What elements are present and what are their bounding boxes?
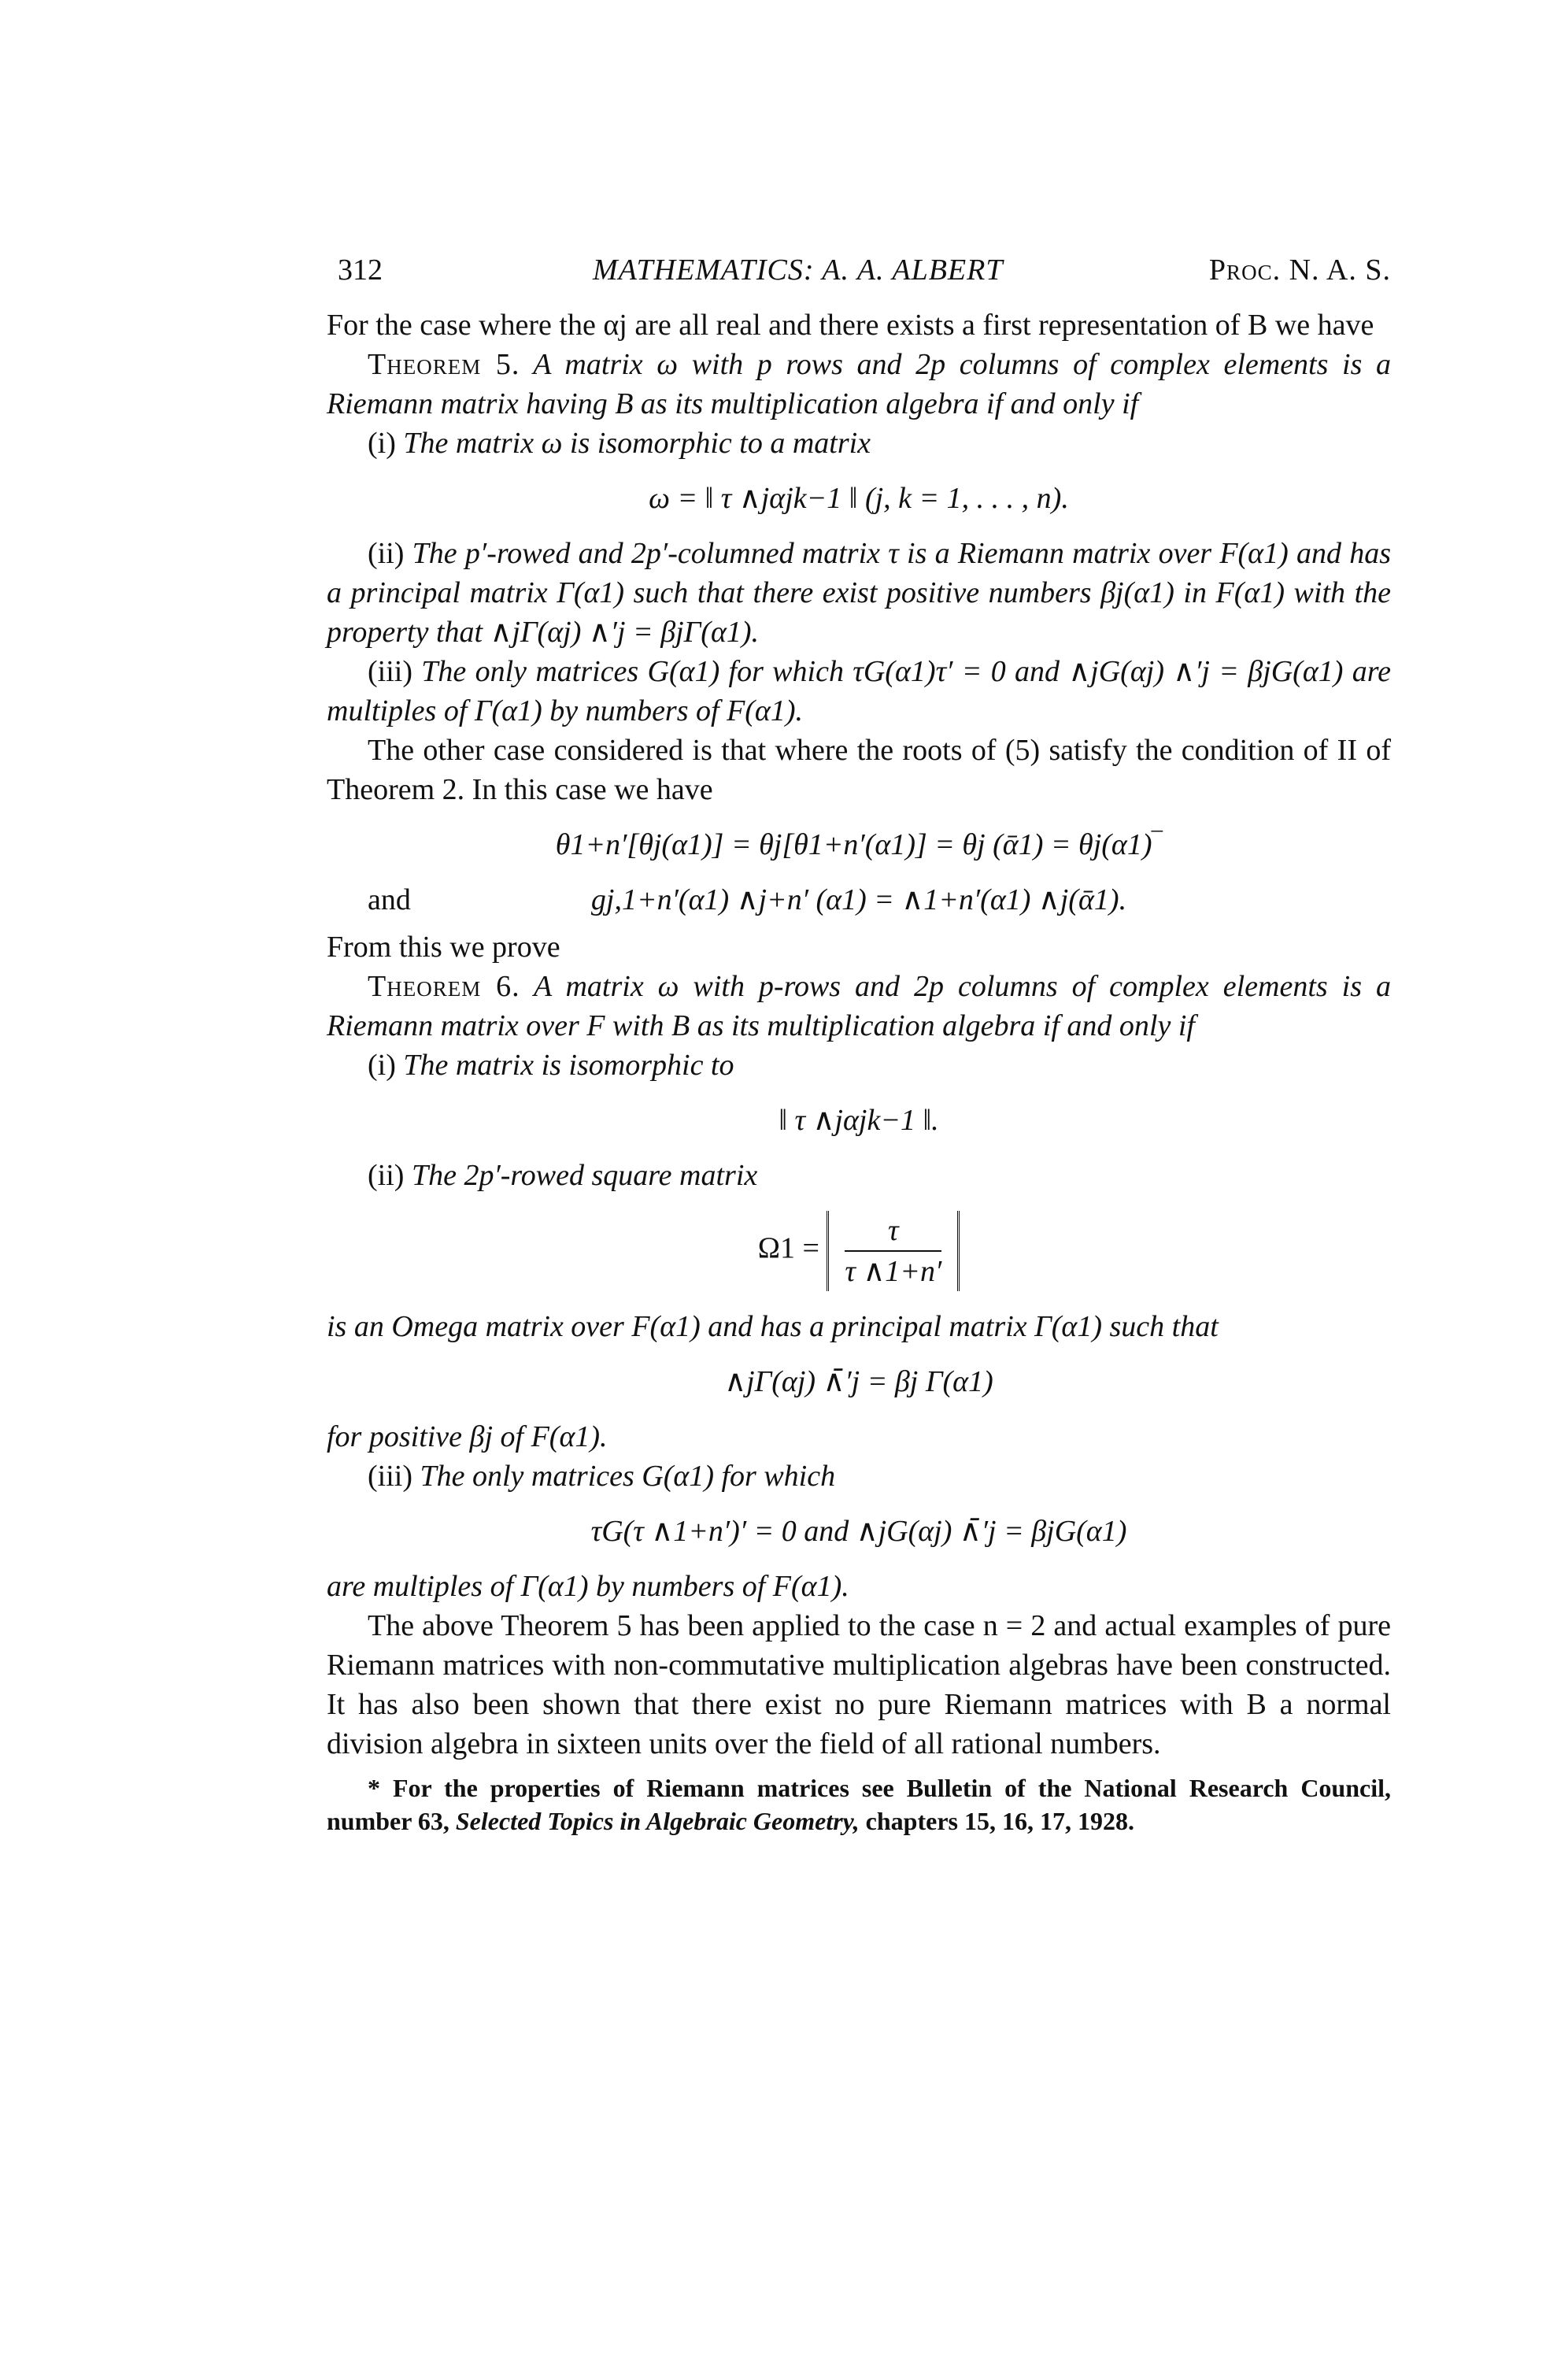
theorem-6-statement: A matrix ω with p-rows and 2p columns of complex elements is a Riemann matrix over F with B as its multiplication algebra if and only if (327, 970, 1391, 1042)
omega-block-matrix (827, 1211, 960, 1291)
theorem-5-condition-i (327, 424, 1391, 463)
page-content (327, 250, 1391, 1838)
t6-condition-ii-continued: is an Omega matrix over F(α1) and has a principal matrix Γ(α1) such that (327, 1310, 1219, 1343)
equation-principal: ∧jΓ(αj) ∧̄′j = βj Γ(α1) (724, 1365, 993, 1398)
t6-condition-i-label: (i) (368, 1049, 396, 1082)
theorem-5-label: Theorem 5. (368, 348, 520, 381)
t6-condition-ii-label: (ii) (368, 1159, 405, 1192)
theorem-6-condition-ii (327, 1156, 1391, 1195)
theorem-6-condition-i (327, 1046, 1391, 1085)
condition-iii-text: The only matrices G(α1) for which τG(α1)τ′ = 0 and ∧jG(αj) ∧′j = βjG(α1) are multiples of Γ(α1) by numbers of F(α1). (327, 655, 1391, 727)
t6-condition-iii-end: are multiples of Γ(α1) by numbers of F(α1). (327, 1570, 849, 1603)
omega-bottom-row: τ ∧1+n′ (845, 1255, 942, 1288)
paragraph-applications: The above Theorem 5 has been applied to the case n = 2 and actual examples of pure Riemann matrices with non-commutative multiplication algebras have been constructed. It has also been shown that there exist no pure Riemann matrices with B a normal division algebra in sixteen units over the field of all rational numbers. (327, 1609, 1391, 1760)
running-header (327, 250, 1391, 294)
equation-omega-matrix (327, 1211, 1391, 1291)
condition-i-text: The matrix ω is isomorphic to a matrix (403, 427, 871, 460)
equation-g-matrices: τG(τ ∧1+n′)′ = 0 and ∧jG(αj) ∧̄′j = βjG(α1) (590, 1515, 1127, 1548)
intro-paragraph: For the case where the αj are all real and there exists a first representation of B we have (327, 309, 1374, 342)
theorem-5-statement: A matrix ω with p rows and 2p columns of complex elements is a Riemann matrix having B as its multiplication algebra if and only if (327, 348, 1391, 420)
theorem-6-label: Theorem 6. (368, 970, 520, 1003)
footnote-title: Selected Topics in Algebraic Geometry, (455, 1807, 860, 1835)
theorem-5 (327, 345, 1391, 424)
condition-ii-label: (ii) (368, 537, 405, 570)
footnote (327, 1771, 1391, 1838)
theorem-6 (327, 967, 1391, 1046)
t6-condition-iii-text: The only matrices G(α1) for which (420, 1460, 836, 1493)
t6-condition-ii-text: The 2p′-rowed square matrix (411, 1159, 758, 1192)
t6-condition-iii-label: (iii) (368, 1460, 412, 1493)
and-label: and (368, 883, 411, 916)
footnote-text-2: chapters 15, 16, 17, 1928. (865, 1807, 1134, 1835)
paragraph-other-case: The other case considered is that where the roots of (5) satisfy the condition of II of Theorem 2. In this case we have (327, 734, 1391, 806)
omega-lhs: Ω1 = (757, 1231, 819, 1265)
theorem-5-condition-iii (327, 652, 1391, 731)
t6-condition-ii-end: for positive βj of F(α1). (327, 1420, 608, 1453)
theorem-5-condition-ii (327, 534, 1391, 652)
running-title: MATHEMATICS: A. A. ALBERT (593, 254, 1004, 287)
equation-omega: ω = ‖ τ ∧jαjk−1 ‖ (j, k = 1, . . . , n). (649, 482, 1069, 515)
equation-g-row (327, 880, 1391, 927)
equation-g: gj,1+n′(α1) ∧j+n′ (α1) = ∧1+n′(α1) ∧j(ᾱ1). (590, 883, 1127, 916)
condition-ii-text: The p′-rowed and 2p′-columned matrix τ is a Riemann matrix over F(α1) and has a principal matrix Γ(α1) such that there exist positive numbers βj(α1) in F(α1) with the property that ∧jΓ(αj) ∧′j = βjΓ(α1). (327, 537, 1392, 649)
footnote-text-1: * For the properties of Riemann matrices see Bulletin of the National Research Council, number 63, (327, 1774, 1391, 1835)
page-number: 312 (338, 254, 383, 287)
equation-theta: θ1+n′[θj(α1)] = θj[θ1+n′(α1)] = θj (ᾱ1) = θj(α1)‾ (555, 828, 1163, 861)
equation-isomorphic: ‖ τ ∧jαjk−1 ‖. (779, 1104, 939, 1137)
condition-i-label: (i) (368, 427, 396, 460)
t6-condition-i-text: The matrix is isomorphic to (403, 1049, 734, 1082)
condition-iii-label: (iii) (368, 655, 412, 688)
theorem-6-condition-iii (327, 1457, 1391, 1496)
paragraph-from-this: From this we prove (327, 931, 560, 964)
omega-top-row: τ (845, 1211, 941, 1252)
journal-name: Proc. N. A. S. (1208, 254, 1391, 287)
